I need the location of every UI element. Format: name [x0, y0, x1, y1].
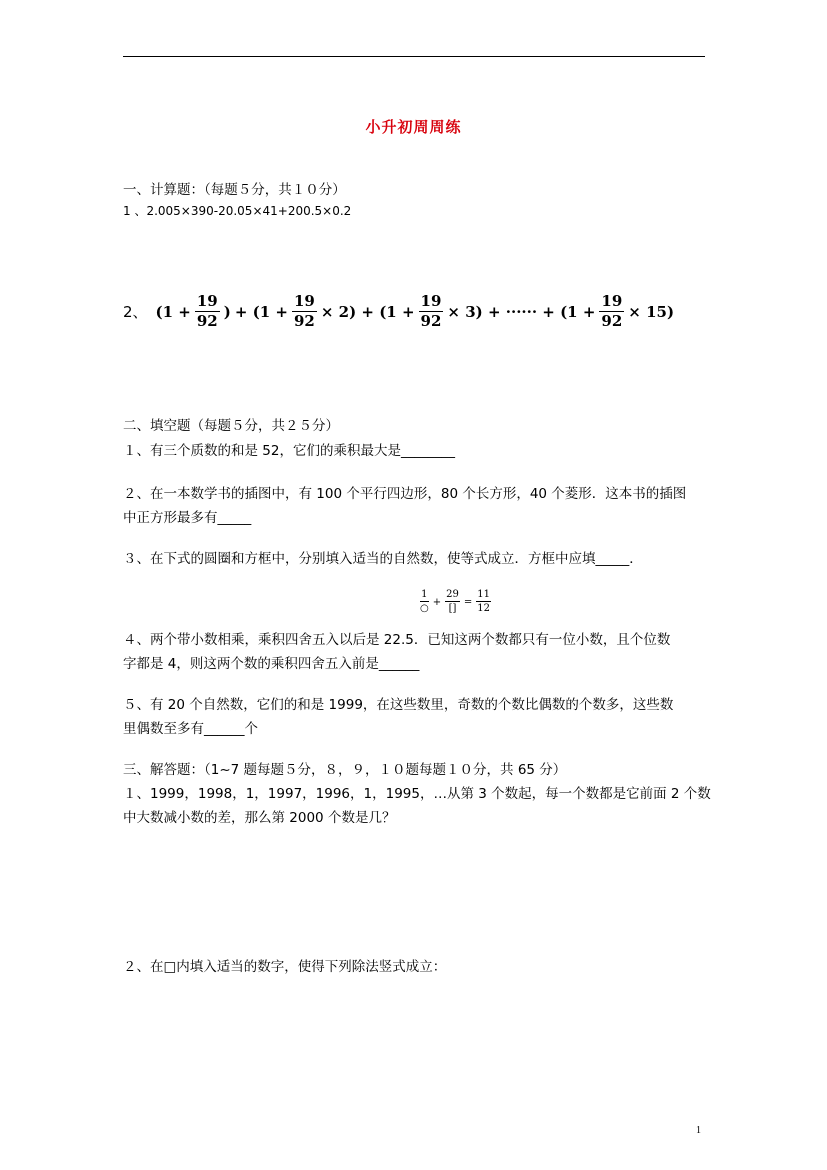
section2-q3: ３、在下式的圆圈和方框中，分别填入适当的自然数，使等式成立．方框中应填_____．	[123, 551, 643, 567]
q2-index: 2、	[123, 303, 148, 321]
section3-heading: 三、解答题：（1~7 题每题５分，８，９，１０题每题１０分，共 65 分）	[123, 762, 567, 778]
eq-fraction-3: $\frac{11}{12}$	[477, 589, 490, 614]
formula-term-1: )	[223, 302, 231, 321]
section2-q4-line1: ４、两个带小数相乘，乘积四舍五入以后是 22.5．已知这两个数都只有一位小数，且个位数	[123, 632, 671, 648]
section2-q2-line2: 中正方形最多有_____	[123, 510, 252, 526]
section2-q5-line2: 里偶数至多有______个	[123, 721, 258, 737]
section2-q1: １、有三个质数的和是 52，它们的乘积最大是________	[123, 443, 455, 459]
section3-q1-line1: １、1999，1998，1，1997，1996，1，1995，…从第 3 个数起，每一个数都是它前面 2 个数	[123, 786, 711, 802]
eq-fraction-2: $\frac{29}{[]}$	[446, 589, 459, 614]
section3-q1-line2: 中大数减小数的差，那么第 2000 个数是几？	[123, 810, 396, 826]
fraction-3: $\frac{19}{92}$	[420, 292, 442, 330]
section2-q5-line1: ５、有 20 个自然数，它们的和是 1999，在这些数里，奇数的个数比偶数的个数多，这些数	[123, 697, 674, 713]
section1-q2-formula	[123, 293, 676, 330]
page-number: 1	[696, 1125, 701, 1136]
fraction-2: $\frac{19}{92}$	[293, 292, 315, 330]
section1-q1: 1 、2.005×390-20.05×41+200.5×0.2	[123, 204, 352, 218]
section1-heading: 一、计算题：（每题５分，共１０分）	[123, 182, 346, 198]
formula-term-3: × 2) + (1 +	[320, 302, 415, 321]
section3-q2: ２、在□内填入适当的数字，使得下列除法竖式成立：	[123, 959, 447, 975]
formula-term-2: + (1 +	[234, 302, 288, 321]
eq-plus: +	[432, 596, 442, 608]
fraction-4: $\frac{19}{92}$	[601, 292, 623, 330]
formula-open: (1 +	[155, 302, 191, 321]
page-title: 小升初周周练	[365, 118, 462, 136]
formula-term-5: × 15)	[628, 302, 675, 321]
section2-q3-equation	[418, 589, 493, 615]
section2-q4-line2: 字都是 4，则这两个数的乘积四舍五入前是______	[123, 656, 420, 672]
fraction-1: $\frac{19}{92}$	[196, 292, 218, 330]
eq-equals: =	[463, 596, 473, 608]
header-rule	[123, 56, 705, 57]
formula-term-4: × 3) + ······ + (1 +	[447, 302, 596, 321]
eq-fraction-1: $\frac{1}{○}$	[420, 589, 429, 614]
section2-q2-line1: ２、在一本数学书的插图中，有 100 个平行四边形，80 个长方形，40 个菱形．这本书的插图	[123, 486, 687, 502]
section2-heading: 二、填空题（每题５分，共２５分）	[123, 418, 339, 434]
